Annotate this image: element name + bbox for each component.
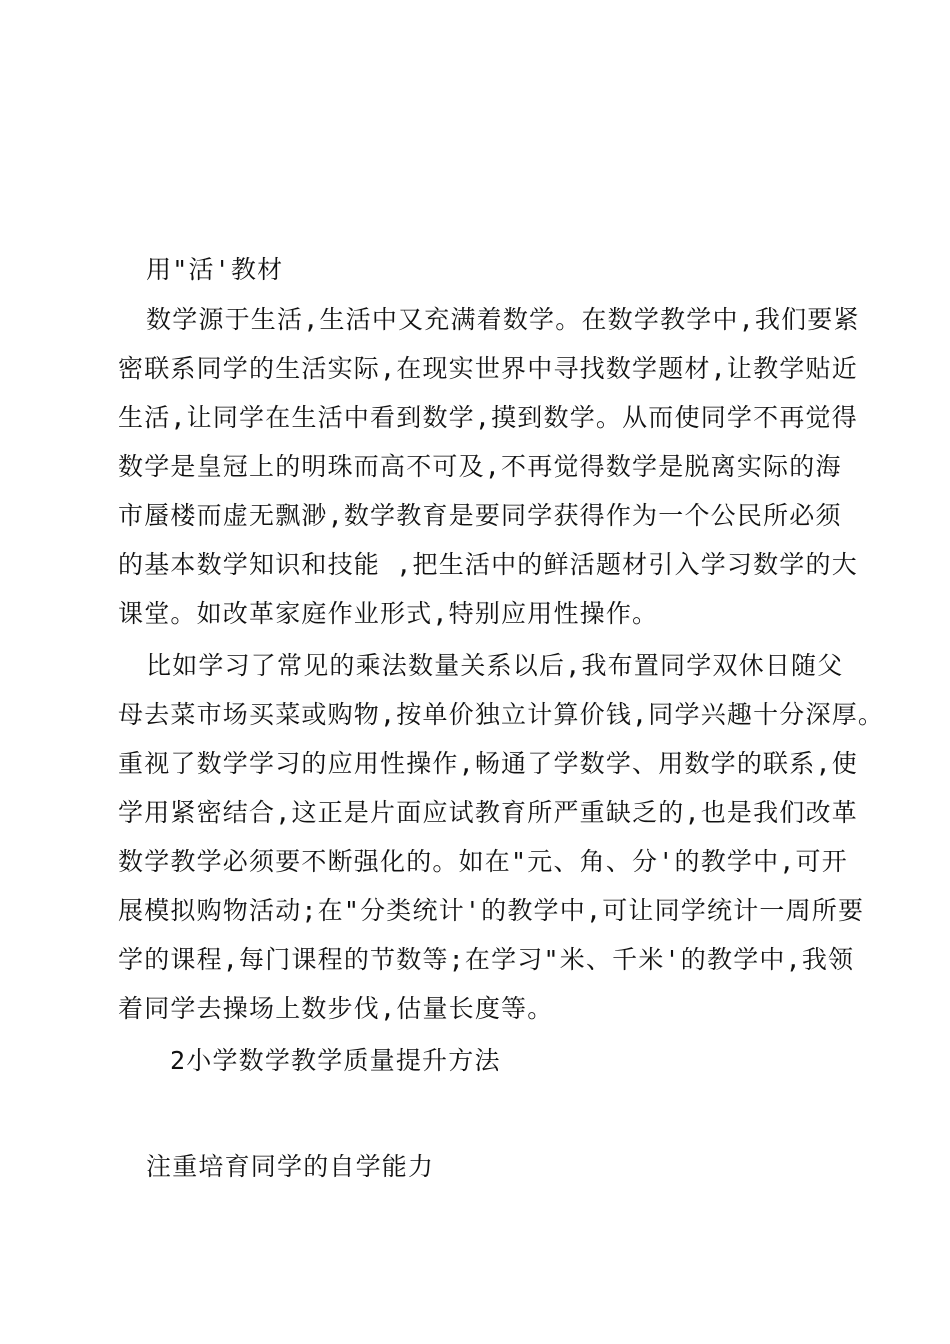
paragraph-line: 学的课程,每门课程的节数等;在学习"米、千米'的教学中,我领 — [118, 945, 855, 974]
paragraph-line: 展模拟购物活动;在"分类统计'的教学中,可让同学统计一周所要 — [118, 896, 865, 925]
section-heading: 注重培育同学的自学能力 — [146, 1152, 435, 1181]
paragraph-line: 比如学习了常见的乘法数量关系以后,我布置同学双休日随父 — [146, 651, 844, 680]
paragraph-line: 着同学去操场上数步伐,估量长度等。 — [118, 994, 554, 1023]
section-heading: 2小学数学教学质量提升方法 — [170, 1046, 501, 1075]
paragraph-line: 数学教学必须要不断强化的。如在"元、角、分'的教学中,可开 — [118, 847, 848, 876]
paragraph-line: 重视了数学学习的应用性操作,畅通了学数学、用数学的联系,使 — [118, 749, 858, 778]
paragraph-line: 课堂。如改革家庭作业形式,特别应用性操作。 — [118, 599, 659, 628]
paragraph-line: 密联系同学的生活实际,在现实世界中寻找数学题材,让教学贴近 — [118, 354, 858, 383]
section-heading: 用"活'教材 — [146, 255, 284, 284]
paragraph-line: 生活,让同学在生活中看到数学,摸到数学。从而使同学不再觉得 — [118, 403, 858, 432]
paragraph-line: 母去菜市场买菜或购物,按单价独立计算价钱,同学兴趣十分深厚。 — [118, 700, 885, 729]
paragraph-line: 数学源于生活,生活中又充满着数学。在数学教学中,我们要紧 — [146, 305, 860, 334]
paragraph-line: 的基本数学知识和技能 ,把生活中的鲜活题材引入学习数学的大 — [118, 550, 858, 579]
paragraph-line: 学用紧密结合,这正是片面应试教育所严重缺乏的,也是我们改革 — [118, 798, 858, 827]
paragraph-line: 市蜃楼而虚无飘渺,数学教育是要同学获得作为一个公民所必须 — [118, 501, 842, 530]
paragraph-line: 数学是皇冠上的明珠而高不可及,不再觉得数学是脱离实际的海 — [118, 452, 842, 481]
